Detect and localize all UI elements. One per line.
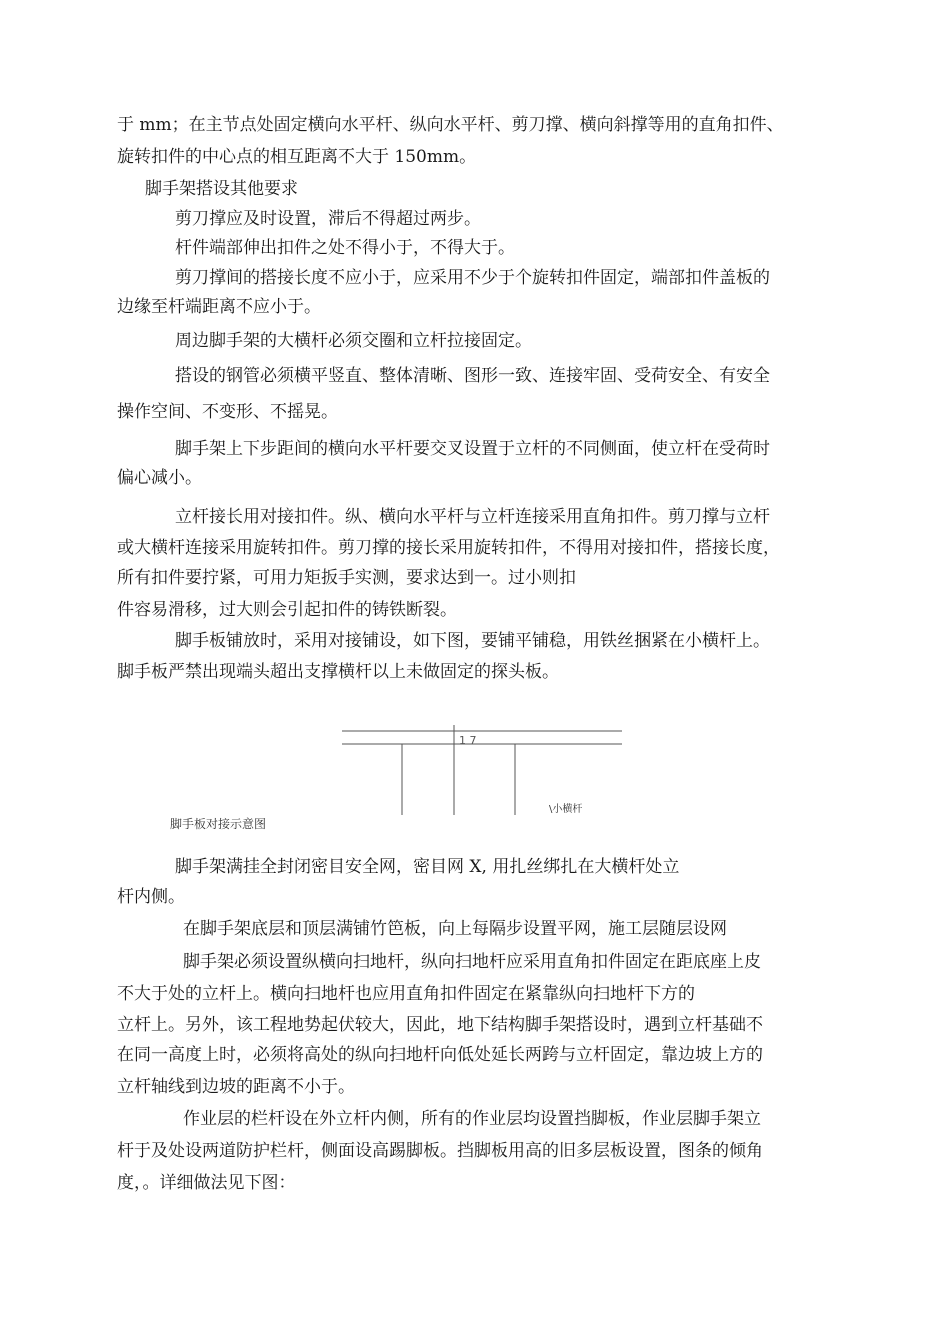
small-crossbar-label: \小横杆 [549, 804, 583, 815]
paragraph-line: 脚手板严禁出现端头超出支撑横杆以上未做固定的探头板。 [117, 662, 559, 682]
paragraph-line: 杆内侧。 [117, 887, 185, 907]
paragraph-line: 周边脚手架的大横杆必须交圈和立杆拉接固定。 [175, 331, 532, 351]
paragraph-line: 立杆轴线到边坡的距离不小于。 [117, 1077, 355, 1097]
paragraph-line: 操作空间、不变形、不摇晃。 [117, 402, 338, 422]
paragraph-line: 搭设的钢管必须横平竖直、整体清晰、图形一致、连接牢固、受荷安全、有安全 [175, 366, 770, 386]
scaffold-board-diagram [340, 725, 630, 820]
paragraph-line: 或大横杆连接采用旋转扣件。剪刀撑的接长采用旋转扣件，不得用对接扣件，搭接长度， [117, 538, 780, 558]
paragraph-line: 作业层的栏杆设在外立杆内侧，所有的作业层均设置挡脚板，作业层脚手架立 [183, 1109, 761, 1129]
paragraph-line: 脚手架必须设置纵横向扫地杆，纵向扫地杆应采用直角扣件固定在距底座上皮 [183, 952, 761, 972]
figure-caption: 脚手板对接示意图 [170, 817, 267, 831]
section-heading: 脚手架搭设其他要求 [145, 179, 298, 199]
paragraph-line: 脚手板铺放时，采用对接铺设，如下图，要铺平铺稳，用铁丝捆紧在小横杆上。 [175, 631, 770, 651]
paragraph-line: 偏心减小。 [117, 468, 202, 488]
paragraph-line: 件容易滑移，过大则会引起扣件的铸铁断裂。 [117, 600, 457, 620]
paragraph-line: 立杆接长用对接扣件。纵、横向水平杆与立杆连接采用直角扣件。剪刀撑与立杆 [175, 507, 770, 527]
paragraph-line: 杆于及处设两道防护栏杆，侧面设高踢脚板。挡脚板用高的旧多层板设置，图条的倾角 [117, 1141, 763, 1161]
paragraph-line: 边缘至杆端距离不应小于。 [117, 297, 321, 317]
paragraph-line: 剪刀撑间的搭接长度不应小于，应采用不少于个旋转扣件固定，端部扣件盖板的 [175, 268, 770, 288]
paragraph-line: 所有扣件要拧紧，可用力矩扳手实测，要求达到一。过小则扣 [117, 568, 576, 588]
diagram-top-label: 1 7 [459, 734, 477, 747]
paragraph-line: 剪刀撑应及时设置，滞后不得超过两步。 [175, 209, 481, 229]
paragraph-line: 在脚手架底层和顶层满铺竹笆板，向上每隔步设置平网，施工层随层设网 [183, 919, 727, 939]
paragraph-line: 立杆上。另外，该工程地势起伏较大，因此，地下结构脚手架搭设时，遇到立杆基础不 [117, 1015, 763, 1035]
paragraph-line: 脚手架上下步距间的横向水平杆要交叉设置于立杆的不同侧面，使立杆在受荷时 [175, 439, 770, 459]
paragraph-line: 旋转扣件的中心点的相互距离不大于 150mm。 [117, 147, 477, 167]
paragraph-line: 脚手架满挂全封闭密目安全网，密目网 X, 用扎丝绑扎在大横杆处立 [175, 857, 680, 877]
paragraph-line: 不大于处的立杆上。横向扫地杆也应用直角扣件固定在紧靠纵向扫地杆下方的 [117, 984, 695, 1004]
paragraph-line: 在同一高度上时，必须将高处的纵向扫地杆向低处延长两跨与立杆固定，靠边坡上方的 [117, 1045, 763, 1065]
paragraph-line: 于 mm；在主节点处固定横向水平杆、纵向水平杆、剪刀撑、横向斜撑等用的直角扣件、 [117, 115, 784, 135]
paragraph-line: 度，。详细做法见下图： [117, 1173, 296, 1193]
paragraph-line: 杆件端部伸出扣件之处不得小于，不得大于。 [175, 238, 515, 258]
